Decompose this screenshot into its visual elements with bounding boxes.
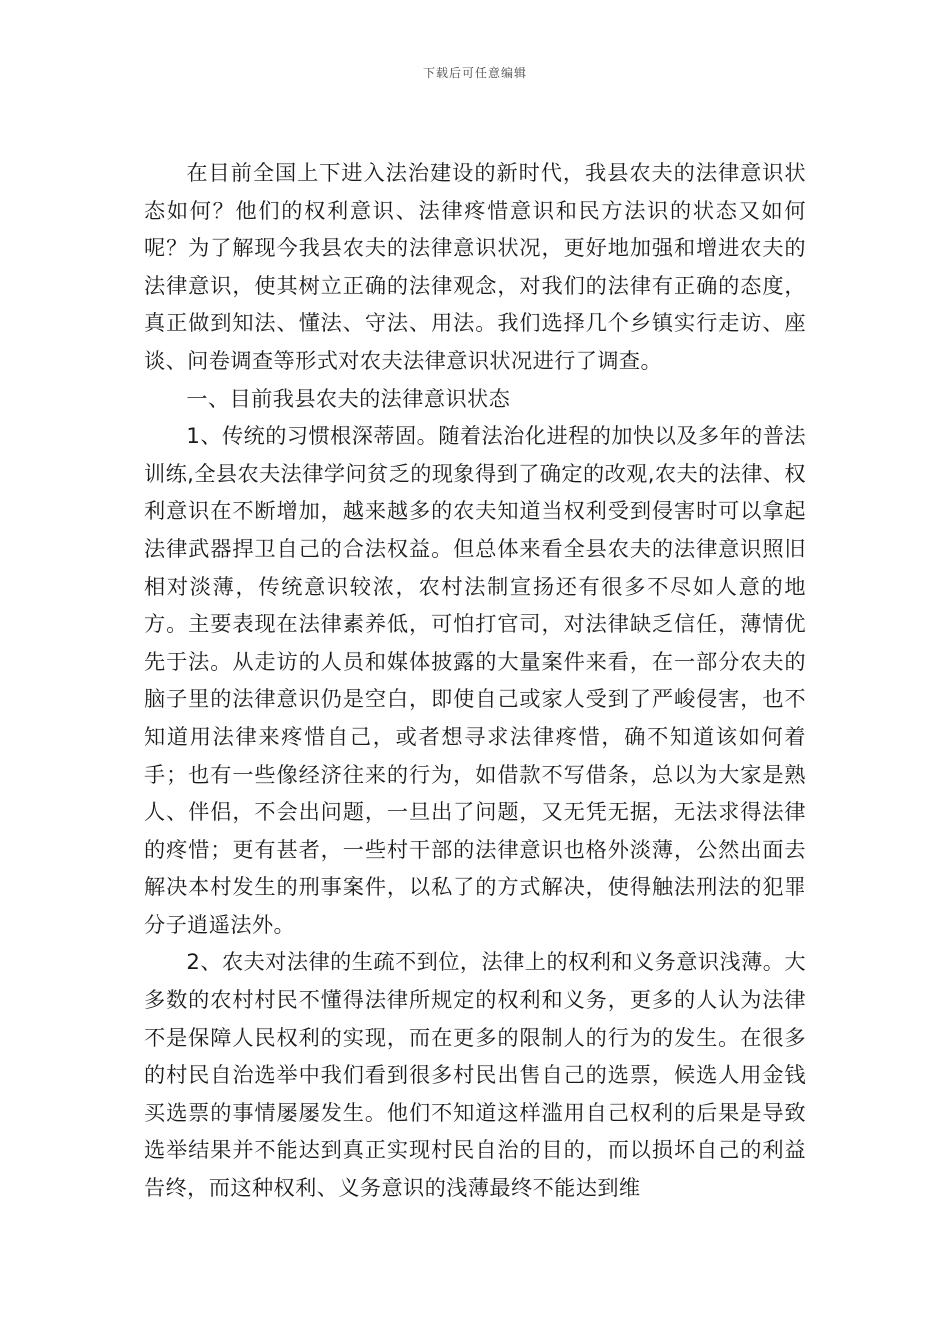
paragraph-intro: 在目前全国上下进入法治建设的新时代，我县农夫的法律意识状态如何？他们的权利意识、法律疼惜意识和民方法识的状态又如何呢？为了解现今我县农夫的法律意识状况，更好地加强和增进农夫的法律意识，使其树立正确的法律观念，对我们的法律有正确的态度，真正做到知法、懂法、守法、用法。我们选择几个乡镇实行走访、座谈、问卷调查等形式对农夫法律意识状况进行了调查。 (144, 160, 806, 373)
section-heading: 一、目前我县农夫的法律意识状态 (186, 385, 511, 411)
header-note: 下载后可任意编辑 (422, 66, 527, 80)
paragraph-point-2: 2、农夫对法律的生疏不到位，法律上的权利和义务意识浅薄。大多数的农村村民不懂得法律所规定的权利和义务，更多的人认为法律不是保障人民权利的实现，而在更多的限制人的行为的发生。在很多的村民自治选举中我们看到很多村民出售自己的选票，候选人用金钱买选票的事情屡屡发生。他们不知道这样滥用自己权利的后果是导致选举结果并不能达到真正实现村民自治的目的，而以损坏自己的利益告终，而这种权利、义务意识的浅薄最终不能达到维 (144, 949, 806, 1201)
document-body (144, 154, 806, 1207)
paragraph-point-1: 1、传统的习惯根深蒂固。随着法治化进程的加快以及多年的普法训练,全县农夫法律学问贫乏的现象得到了确定的改观,农夫的法律、权利意识在不断增加，越来越多的农夫知道当权利受到侵害时可以拿起法律武器捍卫自己的合法权益。但总体来看全县农夫的法律意识照旧相对淡薄，传统意识较浓，农村法制宣扬还有很多不尽如人意的地方。主要表现在法律素养低，可怕打官司，对法律缺乏信任，薄情优先于法。从走访的人员和媒体披露的大量案件来看，在一部分农夫的脑子里的法律意识仍是空白，即使自己或家人受到了严峻侵害，也不知道用法律来疼惜自己，或者想寻求法律疼惜，确不知道该如何着手；也有一些像经济往来的行为，如借款不写借条，总以为大家是熟人、伴侣，不会出问题，一旦出了问题，又无凭无据，无法求得法律的疼惜；更有甚者，一些村干部的法律意识也格外淡薄，公然出面去解决本村发生的刑事案件，以私了的方式解决，使得触法刑法的犯罪分子逍遥法外。 (144, 423, 806, 937)
